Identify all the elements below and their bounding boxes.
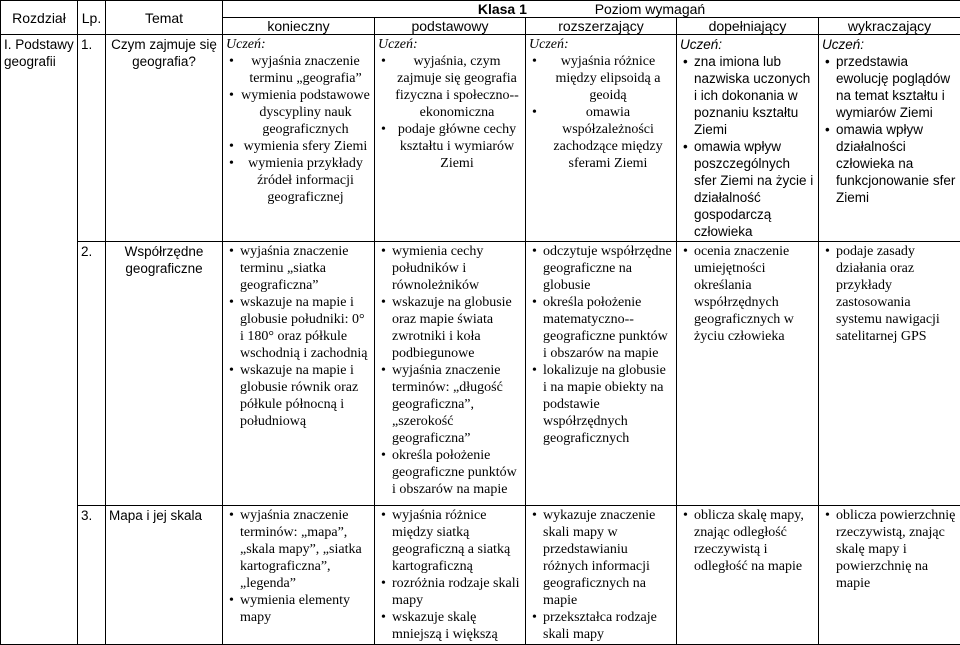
uczen-label: Uczeń: (226, 36, 371, 53)
requirement-cell (819, 242, 960, 506)
list-item: • omawia współzależności zachodzące między sferami Ziemi (529, 104, 673, 172)
table-row (1, 35, 960, 242)
requirement-list (680, 243, 815, 345)
requirement-list (680, 507, 815, 575)
list-item: • rozróżnia rodzaje skali mapy (378, 575, 522, 609)
list-item: • lokalizuje na globusie i na mapie obiekty na podstawie współrzędnych geograficznych (529, 362, 673, 447)
list-item: • określa położenie geograficzne punktów i obszarów na mapie (378, 447, 522, 498)
list-item: • wyjaśnia różnice między elipsoidą a geoidą (529, 53, 673, 104)
requirement-cell (526, 242, 677, 506)
requirement-list (226, 243, 371, 430)
col-temat-header: Temat (106, 1, 223, 35)
level-header-rozszerzajacy: rozszerzający (526, 18, 677, 35)
requirement-list (529, 507, 673, 643)
requirement-list (378, 507, 522, 643)
uczen-label: Uczeń: (680, 36, 815, 53)
level-header-konieczny: konieczny (223, 18, 375, 35)
list-item: • określa położenie matematyczno--geograficzne punktów i obszarów na mapie (529, 294, 673, 362)
level-header-wykraczajacy: wykraczający (819, 18, 960, 35)
level-header-dopelniajacy: dopełniający (677, 18, 819, 35)
uczen-label: Uczeń: (529, 36, 673, 53)
table-row (1, 506, 960, 645)
chapter-cell: I. Podstawy geografii (1, 35, 78, 645)
col-rozdzial-header: Rozdział (1, 1, 78, 35)
list-item: • przedstawia ewolucję poglądów na temat kształtu i wymiarów Ziemi (836, 53, 957, 121)
requirement-list (226, 507, 371, 626)
requirement-list (529, 53, 673, 172)
temat-cell: Czym zajmuje się geografia? (106, 35, 223, 242)
requirement-cell (819, 506, 960, 645)
list-item: • wskazuje na mapie i globusie południki: 0° i 180° oraz półkule wschodnią i zachodnią (226, 294, 371, 362)
level-header-podstawowy: podstawowy (375, 18, 526, 35)
list-item: • zna imiona lub nazwiska uczonych i ich dokonania w poznaniu kształtu Ziemi (694, 53, 815, 138)
list-item: • wskazuje na globusie oraz mapie świata zwrotniki i koła podbiegunowe (378, 294, 522, 362)
list-item: • wymienia podstawowe dyscypliny nauk geograficznych (226, 87, 371, 138)
list-item: • odczytuje współrzędne geograficzne na globusie (529, 243, 673, 294)
poziom-label: Poziom wymagań (595, 1, 706, 17)
uczen-label: Uczeń: (378, 36, 522, 53)
list-item: • wyjaśnia, czym zajmuje się geografia fizyczna i społeczno--ekonomiczna (378, 53, 522, 121)
list-item: • wyjaśnia znaczenie terminów: „mapa”, „skala mapy”, „siatka kartograficzna”, „legenda” (226, 507, 371, 592)
list-item: • wymienia przykłady źródeł informacji geograficznej (226, 155, 371, 206)
requirement-list (822, 53, 957, 206)
requirement-cell (677, 35, 819, 242)
uczen-label: Uczeń: (822, 36, 957, 53)
list-item: • ocenia znaczenie umiejętności określania współrzędnych geograficznych w życiu człowieka (680, 243, 815, 345)
list-item: • wyjaśnia znaczenie terminów: „długość geograficzna”, „szerokość geograficzna” (378, 362, 522, 447)
klasa-header (223, 1, 960, 18)
temat-cell: Współrzędne geograficzne (106, 242, 223, 506)
requirement-list (378, 53, 522, 172)
requirement-cell (677, 242, 819, 506)
list-item: • oblicza skalę mapy, znając odległość rzeczywistą i odległość na mapie (680, 507, 815, 575)
requirement-cell (223, 242, 375, 506)
list-item: • wykazuje znaczenie skali mapy w przedstawianiu różnych informacji geograficznych na mapie (529, 507, 673, 609)
lp-cell: 2. (78, 242, 106, 506)
lp-cell: 1. (78, 35, 106, 242)
requirement-list (226, 53, 371, 206)
requirement-list (822, 243, 957, 345)
temat-cell: Mapa i jej skala (106, 506, 223, 645)
list-item: • oblicza powierzchnię rzeczywistą, znając skalę mapy i powierzchnię na mapie (822, 507, 957, 592)
requirement-cell (375, 242, 526, 506)
klasa-label: Klasa 1 (478, 1, 527, 17)
requirement-cell (819, 35, 960, 242)
list-item: • wymienia elementy mapy (226, 592, 371, 626)
lp-cell: 3. (78, 506, 106, 645)
col-lp-header: Lp. (78, 1, 106, 35)
header-row-1 (1, 1, 960, 18)
list-item: • przekształca rodzaje skali mapy (529, 609, 673, 643)
requirement-cell (526, 35, 677, 242)
requirement-cell (375, 506, 526, 645)
requirement-list (529, 243, 673, 447)
requirement-cell (223, 506, 375, 645)
list-item: • podaje główne cechy kształtu i wymiarów Ziemi (378, 121, 522, 172)
requirement-cell (223, 35, 375, 242)
requirement-cell (677, 506, 819, 645)
list-item: • wyjaśnia znaczenie terminu „geografia” (226, 53, 371, 87)
requirement-cell (526, 506, 677, 645)
list-item: • wymienia cechy południków i równoleżników (378, 243, 522, 294)
table-row (1, 242, 960, 506)
requirement-list (378, 243, 522, 498)
requirement-list (680, 53, 815, 240)
list-item: • podaje zasady działania oraz przykłady zastosowania systemu nawigacji satelitarnej GPS (822, 243, 957, 345)
list-item: • wskazuje na mapie i globusie równik oraz półkule północną i południową (226, 362, 371, 430)
requirement-cell (375, 35, 526, 242)
list-item: • wymienia sfery Ziemi (226, 138, 371, 155)
list-item: • wyjaśnia różnice między siatką geograficzną a siatką kartograficzną (378, 507, 522, 575)
list-item: • omawia wpływ poszczególnych sfer Ziemi na życie i działalność gospodarczą człowieka (694, 138, 815, 240)
list-item: • omawia wpływ działalności człowieka na funkcjonowanie sfer Ziemi (836, 121, 957, 206)
requirement-list (822, 507, 957, 592)
list-item: • wskazuje skalę mniejszą i większą (378, 609, 522, 643)
list-item: • wyjaśnia znaczenie terminu „siatka geograficzna” (226, 243, 371, 294)
